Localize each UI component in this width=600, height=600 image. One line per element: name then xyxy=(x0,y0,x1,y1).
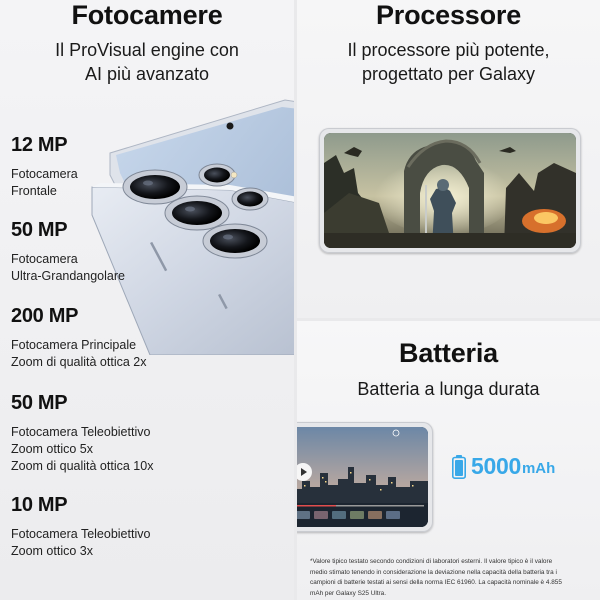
camera-spec-main xyxy=(11,305,181,371)
video-screen-image xyxy=(297,427,428,527)
camera-subtitle-line2: AI più avanzato xyxy=(84,64,210,84)
spec-description-line: Ultra-Grandangolare xyxy=(11,269,125,283)
battery-capacity xyxy=(452,453,555,480)
processor-title: Processore xyxy=(375,0,522,30)
spec-megapixels: 12 MP xyxy=(11,134,68,156)
spec-description-line: Zoom di qualità ottica 10x xyxy=(11,459,154,473)
battery-footnote xyxy=(310,557,600,599)
spec-description-line: Fotocamera Principale xyxy=(11,338,137,352)
spec-megapixels: 200 MP xyxy=(11,305,79,327)
footnote-line: medio stimato tenendo in considerazione la deviazione nella capacità della batteria tra i xyxy=(310,568,557,576)
city-video-image xyxy=(297,427,428,527)
spec-description-line: Fotocamera xyxy=(11,167,78,181)
camera-panel xyxy=(0,0,294,600)
spec-description-line: Zoom ottico 3x xyxy=(11,544,93,558)
battery-icon xyxy=(452,455,466,479)
processor-panel xyxy=(297,0,600,318)
spec-description-line: Fotocamera Teleobiettivo xyxy=(11,527,151,541)
game-scene-image xyxy=(324,133,576,248)
game-screen-image xyxy=(324,133,576,248)
camera-subtitle-line1: Il ProVisual engine con xyxy=(55,40,239,60)
footnote-line: *Valore tipico testato secondo condizioni di laboratori esterni. Il valore tipico è il valore xyxy=(310,558,553,565)
spec-megapixels: 50 MP xyxy=(11,219,68,241)
spec-description-line: Zoom di qualità ottica 2x xyxy=(11,355,147,369)
spec-description-line: Zoom ottico 5x xyxy=(11,442,93,456)
camera-spec-telephoto-5x xyxy=(11,392,181,475)
battery-panel xyxy=(297,321,600,600)
battery-capacity-unit: mAh xyxy=(521,460,556,477)
spec-megapixels: 50 MP xyxy=(11,392,68,414)
phone-landscape-video xyxy=(297,422,433,532)
battery-subtitle: Batteria a lunga durata xyxy=(357,379,540,399)
footnote-line: mAh per Galaxy S25 Ultra. xyxy=(310,589,387,597)
camera-spec-ultrawide xyxy=(11,219,181,285)
battery-capacity-value: 5000 xyxy=(471,453,521,479)
spec-megapixels: 10 MP xyxy=(11,494,68,516)
spec-description-line: Fotocamera Teleobiettivo xyxy=(11,425,151,439)
footnote-line: campioni di batterie testati ai sensi della norma IEC 61960. La capacità nominale è 4.855 xyxy=(310,579,562,586)
play-icon xyxy=(297,463,312,481)
spec-description-line: Frontale xyxy=(11,184,57,198)
camera-spec-telephoto-3x xyxy=(11,494,181,560)
spec-description-line: Fotocamera xyxy=(11,252,78,266)
phone-landscape-game xyxy=(319,128,581,253)
battery-title: Batteria xyxy=(399,338,498,368)
play-button[interactable] xyxy=(297,463,312,481)
camera-spec-front xyxy=(11,134,181,200)
camera-title: Fotocamere xyxy=(71,0,223,30)
processor-subtitle-line1: Il processore più potente, xyxy=(347,40,550,60)
processor-subtitle-line2: progettato per Galaxy xyxy=(361,64,536,84)
